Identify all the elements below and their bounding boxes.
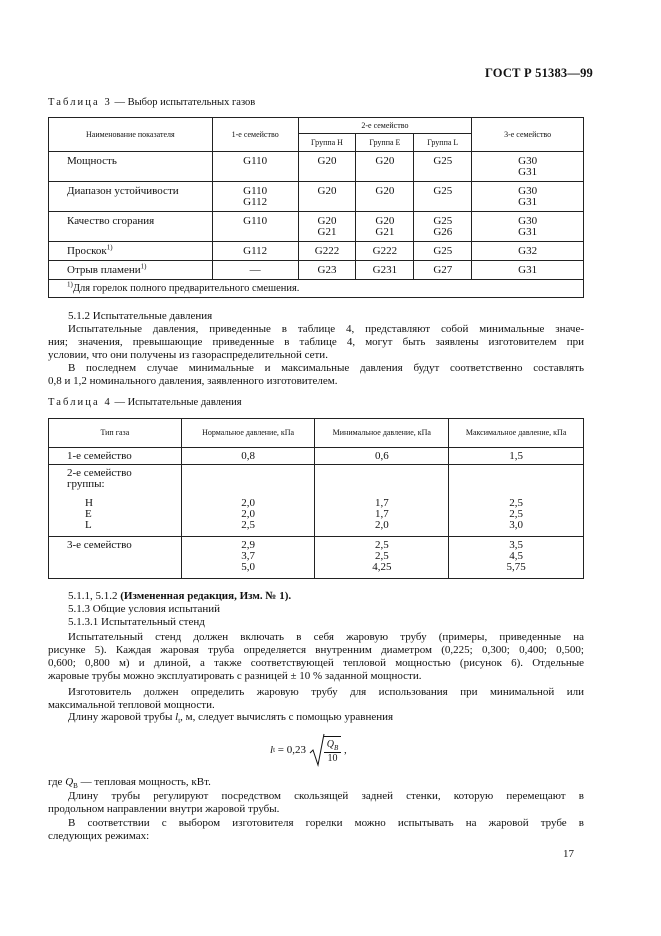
table3-head-family1: 1-е семейство bbox=[212, 118, 298, 152]
table4-head-minimal: Минимальное давление, кПа bbox=[315, 419, 449, 448]
cell-family3: G31 bbox=[472, 261, 584, 280]
cell-group-l: G25 bbox=[414, 182, 472, 212]
cell-group-h: G23 bbox=[298, 261, 356, 280]
section-512-para1: Испытательные давления, приведенные в таблице 4, представляют собой минимальные значе- ния; значения, превышающие приведенные в таблице 4, могут быть заявлены изготовителем при условии, что они получены из газораспределительной сети. bbox=[48, 323, 584, 361]
table-row bbox=[49, 242, 584, 261]
paragraph-adjust: Длину трубы регулируют посредством скользящей задней стенки, которую перемещают в продольном направлении внутри жаровой трубы. bbox=[48, 790, 584, 815]
cell-nominal: 2,9 3,7 5,0 bbox=[181, 537, 315, 579]
cell-group-e: G20 bbox=[356, 182, 414, 212]
cell-minimal: 1,7 1,7 2,0 bbox=[315, 465, 449, 537]
cell-group-h: G20 bbox=[298, 152, 356, 182]
table4-caption bbox=[48, 397, 242, 408]
row-name: 1-е семейство bbox=[49, 448, 182, 465]
cell-group-e: G231 bbox=[356, 261, 414, 280]
table3-head-family3: 3-е семейство bbox=[472, 118, 584, 152]
section-512-para2: В последнем случае минимальные и максимальные давления будут соответственно составлять 0,8 и 1,2 номинального давления, заявленного изготовителем. bbox=[48, 362, 584, 387]
document-code: ГОСТ Р 51383—99 bbox=[484, 66, 593, 80]
section-heading-513: 5.1.3 Общие условия испытаний bbox=[68, 603, 221, 615]
formula: l t = 0,23 $\frac{Q_B}{10}$ , bbox=[270, 733, 347, 767]
cell-minimal: 0,6 bbox=[315, 448, 449, 465]
table-row bbox=[49, 448, 584, 465]
where-clause: где $Q_B$ — тепловая мощность, кВт. bbox=[48, 776, 211, 791]
cell-maximal: 2,5 2,5 3,0 bbox=[449, 465, 584, 537]
row-name: Проскок$^{1)}$ bbox=[49, 242, 213, 261]
cell-nominal: 0,8 bbox=[181, 448, 315, 465]
cell-family3: G30 G31 bbox=[472, 152, 584, 182]
square-root-icon bbox=[309, 733, 325, 767]
cell-family1: — bbox=[212, 261, 298, 280]
section-heading-512: 5.1.2 Испытательные давления bbox=[68, 310, 213, 322]
cell-group-e: G20 G21 bbox=[356, 212, 414, 242]
table3 bbox=[48, 117, 584, 298]
table3-head-indicator: Наименование показателя bbox=[49, 118, 213, 152]
cell-family3: G30 G31 bbox=[472, 212, 584, 242]
row-name: Мощность bbox=[49, 152, 213, 182]
table-row bbox=[49, 212, 584, 242]
formula-fraction: $\frac{Q_B}{10}$ bbox=[324, 736, 342, 764]
cell-group-l: G25 G26 bbox=[414, 212, 472, 242]
table3-caption bbox=[48, 97, 255, 108]
row-name: Отрыв пламени$^{1)}$ bbox=[49, 261, 213, 280]
cell-maximal: 3,5 4,5 5,75 bbox=[449, 537, 584, 579]
amendment-note: 5.1.1, 5.1.2 (Измененная редакция, Изм. № 1). bbox=[68, 590, 292, 602]
paragraph-length: Длину жаровой трубы $l_t$, м, следует вычислять с помощью уравнения bbox=[68, 711, 394, 726]
paragraph-manufacturer: Изготовитель должен определить жаровую трубу для использования при минимальной или максимальной тепловой мощности. bbox=[48, 686, 584, 711]
table4-head-nominal: Нормальное давление, кПа bbox=[181, 419, 315, 448]
row-name: 2-е семейство группы: H E L bbox=[49, 465, 182, 537]
page-number: 17 bbox=[563, 848, 574, 860]
table3-head-group-h: Группа H bbox=[298, 134, 356, 152]
table4-head-maximal: Максимальное давление, кПа bbox=[449, 419, 584, 448]
table3-footnote: $^{1)}$Для горелок полного предварительного смешения. bbox=[49, 280, 584, 298]
table4-caption-prefix: Таблица 4 bbox=[48, 397, 112, 408]
cell-family1: G110 G112 bbox=[212, 182, 298, 212]
table4-caption-text: — Испытательные давления bbox=[111, 397, 242, 408]
cell-group-h: G222 bbox=[298, 242, 356, 261]
cell-group-l: G27 bbox=[414, 261, 472, 280]
table3-head-group-l: Группа L bbox=[414, 134, 472, 152]
table-row bbox=[49, 152, 584, 182]
row-name: 3-е семейство bbox=[49, 537, 182, 579]
table3-head-group-e: Группа E bbox=[356, 134, 414, 152]
cell-maximal: 1,5 bbox=[449, 448, 584, 465]
table3-caption-text: — Выбор испытательных газов bbox=[111, 97, 256, 108]
cell-family1: G110 bbox=[212, 152, 298, 182]
table-row bbox=[49, 261, 584, 280]
cell-group-h: G20 bbox=[298, 182, 356, 212]
paragraph-modes: В соответствии с выбором изготовителя горелки можно испытывать на жаровой трубе в следующих режимах: bbox=[48, 817, 584, 842]
paragraph-test-stand: Испытательный стенд должен включать в себя жаровую трубу (примеры, приведенные на рисунке 5). Каждая жаровая труба определяется внутренним диаметром (0,225; 0,300; 0,400; 0,500; 0,600; 0,800 м) и длиной, а также соответствующей тепловой мощностью (рисунок 6). Отдельные жаровые трубы можно эксплуатировать с разницей ± 10 % заданной мощности. bbox=[48, 631, 584, 682]
table4-head-gas-type: Тип газа bbox=[49, 419, 182, 448]
cell-group-l: G25 bbox=[414, 242, 472, 261]
table-row bbox=[49, 537, 584, 579]
section-heading-5131: 5.1.3.1 Испытательный стенд bbox=[68, 616, 205, 628]
cell-group-h: G20 G21 bbox=[298, 212, 356, 242]
cell-family1: G112 bbox=[212, 242, 298, 261]
table-row bbox=[49, 182, 584, 212]
cell-nominal: 2,0 2,0 2,5 bbox=[181, 465, 315, 537]
cell-family3: G30 G31 bbox=[472, 182, 584, 212]
cell-family3: G32 bbox=[472, 242, 584, 261]
table3-caption-prefix: Таблица 3 bbox=[48, 97, 112, 108]
row-name: Качество сгорания bbox=[49, 212, 213, 242]
cell-group-e: G20 bbox=[356, 152, 414, 182]
table-row bbox=[49, 465, 584, 537]
cell-group-e: G222 bbox=[356, 242, 414, 261]
table4 bbox=[48, 418, 584, 579]
cell-group-l: G25 bbox=[414, 152, 472, 182]
row-name: Диапазон устойчивости bbox=[49, 182, 213, 212]
table3-head-family2: 2-е семейство bbox=[298, 118, 472, 134]
cell-minimal: 2,5 2,5 4,25 bbox=[315, 537, 449, 579]
cell-family1: G110 bbox=[212, 212, 298, 242]
